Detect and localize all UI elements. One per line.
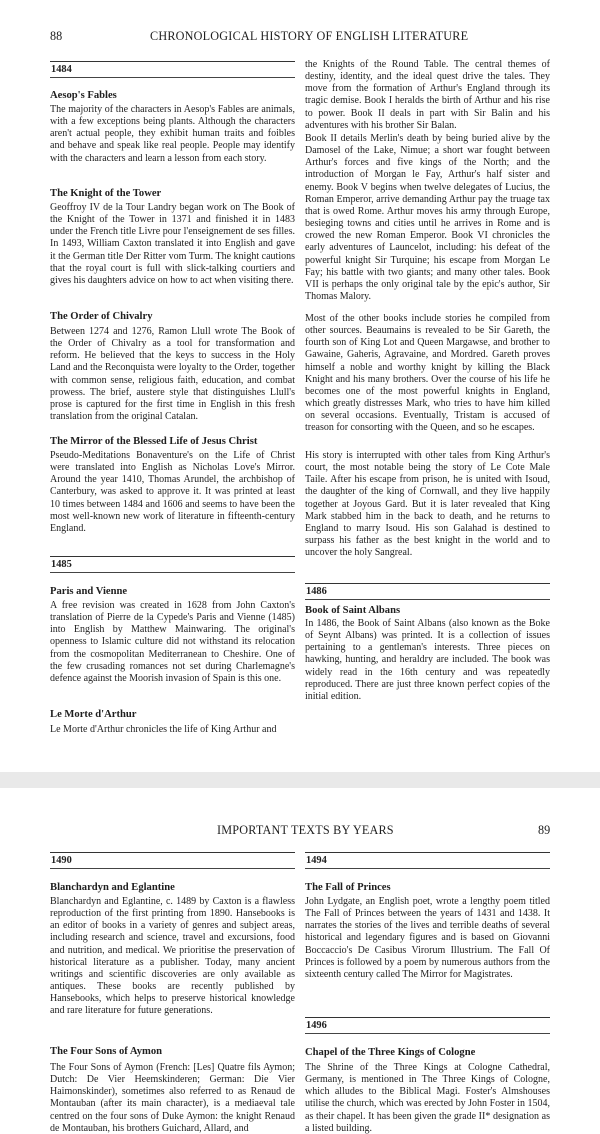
entry-text-aymon: The Four Sons of Aymon (French: [Les] Quatre fils Aymon; Dutch: De Vier Heemskinderen; German: Die Vier Haimonskinder), sometimes also referred to as Renaud de Montauban (after its main character), is a mediaeval tale centred on the four sons of Duke Aymon: the knight Renaud de Montauban, his brothers Guichard, Allard, and — [50, 1062, 295, 1134]
running-head: CHRONOLOGICAL HISTORY OF ENGLISH LITERATURE — [150, 29, 469, 43]
entry-title-mirror: The Mirror of the Blessed Life of Jesus Christ — [50, 436, 258, 447]
year-heading-1486: 1486 — [305, 583, 550, 600]
entry-title-knight-tower: The Knight of the Tower — [50, 188, 162, 199]
entry-text-aesop: The majority of the characters in Aesop's Fables are animals, with a few exceptions being plants. Although the characters aren't actual people, they exhibit human traits and foibles and behave and speak like real people. People may identify with the characters and learn a lesson from each story. — [50, 104, 295, 164]
entry-text-chapel: The Shrine of the Three Kings at Cologne Cathedral, Germany, is mentioned in The Three Kings of Cologne, which alludes to the Biblical Magi. Foster's Almshouses utilise the church, which was erected by John Foster in 1504, as their chapel. It has been given the grade II* designation as a listed building. — [305, 1062, 550, 1134]
year-heading-1484: 1484 — [50, 61, 295, 78]
entry-title-princes: The Fall of Princes — [305, 882, 391, 893]
morte-paragraph-2: Book II details Merlin's death by being buried alive by the Damosel of the Lake, Nimue; a short war fought between Arthur's forces and five kings of the North; and the introduction of Morgan le Fay, Arthur's half sister and enemy. Book V begins when twelve delegates of Lucius, the Roman Emperor, arrive demanding Arthur pay the truage tax that is owed Rome. Arthur moves his army through Europe, besieging towns and cities until he arrives in Rome and is crowed the new Roman Emperor. Book VI chronicles the early adventures of Launcelot, including: his defeat of the powerful knight Sir Turquine; his escape from Morgan Le Fay; his battle with two giants; and many other tales. Book VII is perhaps the only original tale by the epic's author, Sir Thomas Malory. — [305, 133, 550, 303]
entry-title-chapel: Chapel of the Three Kings of Cologne — [305, 1047, 476, 1058]
entry-title-aymon: The Four Sons of Aymon — [50, 1046, 163, 1057]
page-89 — [0, 788, 600, 1134]
year-heading-1494: 1494 — [305, 852, 550, 869]
entry-title-aesop: Aesop's Fables — [50, 90, 117, 101]
entry-text-blanchardyn: Blanchardyn and Eglantine, c. 1489 by Caxton is a flawless reproduction of the first printing from 1890. Hansebooks is an editor of books in a variety of genres and subject areas, including research and science, travel and excursions, food and nutrition, and medical. We prioritise the preservation of historical literature as a publisher. Today, many ancient writings and scientific discoveries are only available as antiques. These books are recently published by Hansebooks, which helps to preserve historical knowledge and rare literature for future generations. — [50, 896, 295, 1017]
morte-paragraph-3: Most of the other books include stories he compiled from other sources. Beaumains is revealed to be Sir Gareth, the fourth son of King Lot and Queen Margawse, and brother to Gawaine, Gaheris, Agravaine, and Mordred. Gareth proves himself a noble and worthy knight by killing the Black Knight and his many brothers. Over the course of his life he becomes one of the most powerful knights in England, which greatly distresses Mark, who tries to have him killed on several occasions. Eventually, Tristam is accused of treason for consorting with the Queen, and so he escapes. — [305, 313, 550, 434]
year-heading-1496: 1496 — [305, 1017, 550, 1034]
entry-text-mirror: Pseudo-Meditations Bonaventure's on the Life of Christ were translated into English as Nicholas Love's Mirror. Around the year 1410, Thomas Arundel, the archbishop of Canterbury, was asked to approve it. It was printed at least 10 times between 1484 and 1606 and seems to have been the most well-known new work of literature in fifteenth-century England. — [50, 450, 295, 534]
entry-text-chivalry: Between 1274 and 1276, Ramon Llull wrote The Book of the Order of Chivalry as a tool for transformation and reform. He believed that the keys to success in the Holy Land and the Reconquista were loyalty to the Order, together with common sense, religious faith, education, and combat prowess. The brief, austere style that distinguishes Llull's prose is captured for the first time in English in this fresh translation from the original Catalan. — [50, 326, 295, 423]
entry-text-knight-tower: Geoffroy IV de la Tour Landry began work on The Book of the Knight of the Tower in 1371 and finished it in 1483 under the French title Livre pour l'enseignement de ses filles. In 1493, William Caxton translated it into English and gave it the German title Der Ritter vom Turm. The knight cautions that the royal court is full with slick-talking courtiers and gives his daughters advice on how to act when visiting there. — [50, 202, 295, 286]
entry-title-paris: Paris and Vienne — [50, 586, 128, 597]
morte-paragraph-1: the Knights of the Round Table. The central themes of destiny, identity, and the ideal quest drive the tales. They move from the formation of Arthur's England through its tragic demise. Book I heralds the birth of Arthur and his rise to power. Book II deals in part with Sir Balin and his adventures with his brother Sir Balan. — [305, 59, 550, 131]
page-number: 88 — [50, 29, 63, 43]
entry-title-chivalry: The Order of Chivalry — [50, 311, 153, 322]
entry-text-princes: John Lydgate, an English poet, wrote a lengthy poem titled The Fall of Princes between the years of 1431 and 1438. It narrates the stories of the lives and terrible deaths of several historical and legendary figures and is based on Giovanni Boccaccio's De Casibus Virorum Illustrium. The Fall Of Princes is followed by a poem by numerous authors from the sixteenth century called The Mirror for Magistrates. — [305, 896, 550, 980]
entry-text-paris: A free revision was created in 1628 from John Caxton's translation of Pierre de la Cypede's Paris and Vienne (1485) into English by Matthew Mainwaring. The original's openness to Islamic culture did not withstand its relocation from the cosmopolitan Mediterranean to Cheshire. One of the few crusading romances not set during Charlemagne's defence against the Moorish invasion of Spain is this one. — [50, 600, 295, 684]
entry-title-morte: Le Morte d'Arthur — [50, 709, 137, 720]
running-head: IMPORTANT TEXTS BY YEARS — [217, 823, 394, 837]
page-number: 89 — [538, 823, 551, 837]
entry-text-morte-start: Le Morte d'Arthur chronicles the life of King Arthur and — [50, 724, 277, 735]
year-heading-1485: 1485 — [50, 556, 295, 573]
entry-text-albans: In 1486, the Book of Saint Albans (also known as the Boke of Seynt Albans) was printed. It is a collection of issues pertaining to a gentleman's interests. Three pieces on hawking, hunting, and heraldry are included. The book was widely read in the 16th century and was repeatedly reproduced. There are just three known perfect copies of the initial edition. — [305, 618, 550, 702]
entry-title-blanchardyn: Blanchardyn and Eglantine — [50, 882, 175, 893]
year-heading-1490: 1490 — [50, 852, 295, 869]
entry-title-albans: Book of Saint Albans — [305, 605, 401, 616]
morte-paragraph-4: His story is interrupted with other tales from King Arthur's court, the most notable being the story of Le Cote Male Taile. After his escape from prison, he is united with Isoud, the daughter of the king of Cornwall, and they live happily together at Joyous Gard. But it is later revealed that King Mark stabbed him in the back to death, and he returns to England to marry Isoud. His son Galahad is destined to surpass his father as the best knight in the world and to uncover the holy Sangreal. — [305, 450, 550, 559]
